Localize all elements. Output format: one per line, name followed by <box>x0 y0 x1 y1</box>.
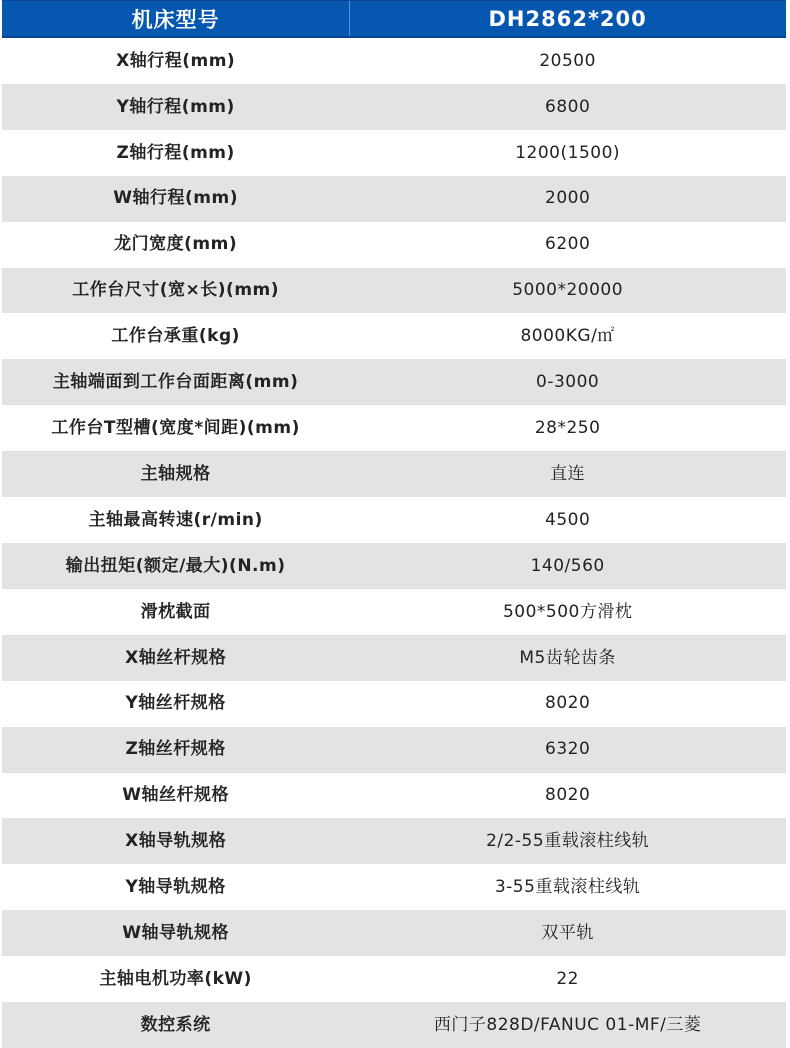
spec-label: 工作台T型槽(宽度*间距)(mm) <box>51 418 300 438</box>
spec-value: 西门子828D/FANUC 01-MF/三菱 <box>433 1014 702 1035</box>
spec-row <box>2 1002 786 1048</box>
spec-value: M5齿轮齿条 <box>519 647 616 668</box>
spec-row <box>2 405 786 451</box>
spec-label: 数控系统 <box>140 1014 211 1035</box>
spec-row <box>2 727 786 773</box>
spec-value: 8000KG/㎡ <box>520 326 615 347</box>
table-header-row <box>2 0 786 38</box>
spec-value: 28*250 <box>534 418 601 438</box>
spec-row <box>2 38 786 84</box>
spec-label: 主轴规格 <box>140 463 211 484</box>
spec-label: W轴行程(mm) <box>113 188 238 209</box>
spec-label: Y轴丝杆规格 <box>125 693 226 714</box>
spec-value: 4500 <box>545 509 591 530</box>
spec-label: 龙门宽度(mm) <box>114 234 238 255</box>
spec-label: 主轴最高转速(r/min) <box>88 509 263 530</box>
spec-value: 2/2-55重载滚柱线轨 <box>486 831 650 852</box>
spec-row <box>2 773 786 819</box>
spec-row <box>2 176 786 222</box>
spec-row <box>2 635 786 681</box>
spec-row <box>2 359 786 405</box>
header-model-value: DH2862*200 <box>488 6 647 31</box>
spec-row <box>2 268 786 314</box>
spec-label: 工作台尺寸(宽×长)(mm) <box>72 280 280 301</box>
spec-label: 主轴电机功率(kW) <box>99 968 252 989</box>
spec-value: 0-3000 <box>536 372 600 393</box>
spec-row <box>2 956 786 1002</box>
spec-value: 140/560 <box>530 555 605 576</box>
spec-label: 滑枕截面 <box>140 601 211 622</box>
spec-value: 直连 <box>550 463 586 484</box>
spec-row <box>2 222 786 268</box>
spec-label: W轴丝杆规格 <box>122 785 230 806</box>
table-body <box>2 38 786 1048</box>
spec-label: X轴丝杆规格 <box>125 647 227 668</box>
spec-value: 20500 <box>539 50 596 71</box>
spec-row <box>2 451 786 497</box>
spec-label: 主轴端面到工作台面距离(mm) <box>52 372 299 393</box>
spec-row <box>2 543 786 589</box>
spec-value: 500*500方滑枕 <box>502 601 633 622</box>
spec-row <box>2 497 786 543</box>
spec-value: 6200 <box>545 234 591 255</box>
spec-row <box>2 589 786 635</box>
spec-label: Y轴行程(mm) <box>116 96 235 117</box>
spec-row <box>2 864 786 910</box>
spec-value: 22 <box>556 968 579 989</box>
spec-value: 6320 <box>545 739 591 760</box>
spec-value: 6800 <box>545 96 591 117</box>
spec-row <box>2 84 786 130</box>
spec-label: 输出扭矩(额定/最大)(N.m) <box>65 555 286 576</box>
spec-label: Z轴丝杆规格 <box>125 739 226 760</box>
spec-label: X轴导轨规格 <box>125 831 227 852</box>
spec-row <box>2 818 786 864</box>
spec-value: 2000 <box>545 188 591 209</box>
machine-spec-table <box>2 0 786 1048</box>
spec-value: 8020 <box>545 693 591 714</box>
spec-value: 8020 <box>545 785 591 806</box>
spec-value: 1200(1500) <box>515 142 621 163</box>
spec-label: W轴导轨规格 <box>122 922 230 943</box>
spec-value: 3-55重载滚柱线轨 <box>494 877 641 898</box>
spec-label: X轴行程(mm) <box>116 50 236 71</box>
spec-row <box>2 910 786 956</box>
header-column-divider <box>349 1 350 36</box>
spec-value: 双平轨 <box>541 922 594 943</box>
spec-label: Z轴行程(mm) <box>116 142 235 163</box>
spec-label: 工作台承重(kg) <box>111 326 240 347</box>
spec-row <box>2 313 786 359</box>
spec-row <box>2 681 786 727</box>
spec-row <box>2 130 786 176</box>
header-model-label: 机床型号 <box>131 7 220 32</box>
spec-value: 5000*20000 <box>512 280 624 301</box>
spec-label: Y轴导轨规格 <box>125 877 226 898</box>
